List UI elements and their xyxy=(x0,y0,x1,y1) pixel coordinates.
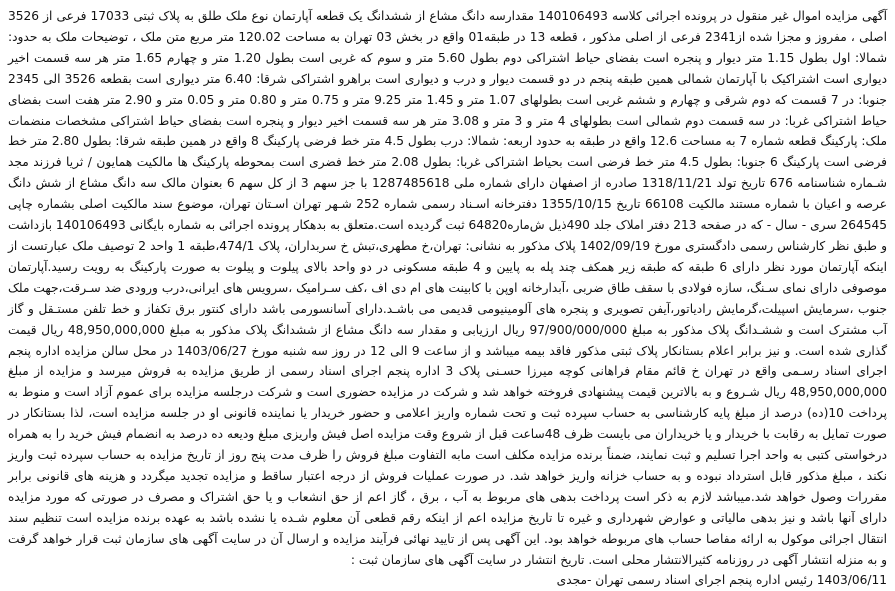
notice-closing-line: 1403/06/11 رئیس اداره پنجم اجرای اسناد رسمی تهران -مجدی xyxy=(556,573,887,588)
notice-body: آگهی مزایده اموال غیر منقول در پرونده اجرائی کلاسه 140106493 مقدارسه دانگ مشاع از ششدانگ یک قطعه آپارتمان نوع ملک طلق به پلاک ثبتی 17033 فرعی از 3526 اصلی ، مفروز و مجزا شده از2341 فرعی از اصلی مذکور ، قطعه 13 در طبقه01 واقع در بخش 03 تهران به مساحت 120.02 متر مربع متن ملک ، توضیحات ملک به حدود: شمالا: اول بطول 1.15 متر دیوار و پنجره است بفضای حیاط اشتراکی دوم بطول 5.60 متر و سوم که غربی است بطول 1.20 متر و چهارم 1.65 متر هر سه قسمت اخیر دیواری است اشتراکیک با آپارتمان شمالی همین طبقه پنجم در دو قسمت دیوار و درب و دیواری است براهرو اشتراکی شرقا: 6.40 متر دیواری است بقطعه 3526 الی 2345 جنوبا: در 7 قسمت که دوم شرقی و چهارم و ششم غربی است بطولهای 1.07 متر و 1.45 متر 9.25 متر و 0.75 متر و 0.80 متر و 0.05 متر و 2.90 متر هفت است بفضای حیاط اشتراکی غربا: در سه قسمت دوم شمالی است بطولهای 4 متر و 3 متر و 3.08 متر هر سه قسمت اخیر دیوار و پنجره است بفضای حیاط اشتراکی مشخصات منضمات ملک: پارکینگ قطعه شماره 7 به مساحت 12.6 واقع در طبقه به حدود اربعه: شمالا: درب بطول 4.5 متر خط فرضی پارکینگ 8 واقع در همین طبقه شرقا: بطول 2.80 متر خط فرضی است پارکینگ 6 جنوبا: بطول 4.5 متر خط فرضی است بحیاط اشتراکی غربا: بطول 2.08 متر خط فضری است بمحوطه پارکینگ ها مالکیت همایون / ثریا فرزند مجد شـماره شناسنامه 676 تاریخ تولد 1318/11/21 صادره از اصفهان دارای شماره ملی 1287485618 با جز سهم 3 از کل سهم 6 بعنوان مالک سه دانگ مشاع از شش دانگ عرصه و اعیان با شماره مستند مالکیت 66108 تاریخ 1355/10/15 دفترخانه اسـناد رسمی شماره 252 شـهر تهران اسـتان تهران، موضوع سند مالکیت اصلی بشماره چاپی 264545 سری - سال - که در صفحه 213 دفتر املاک جلد 490ذیل ش‌ماره64820 ثبت گردیده است.متعلق به بدهکار پرونده اجرائی به شماره بایگانی 140106493 بازداشت و طبق نظر کارشناس رسمی دادگستری مورخ 1402/09/19 پلاک مذکور به نشانی: تهران،خ مطهری،تبش خ سربداران، پلاک 474/1،طبقه 1 واحد 2 توصیف ملک عبارتست از اینکه آپارتمان مورد نظر دارای 6 طبقه که طبقه زیر همکف چند پله به پایین و 4 طبقه مسکونی در دو واحد بالای پیلوت و پیلوت به صورت پارکینگ به رویت رسید.آپارتمان موصوفی دارای نمای سـنگ، سازه فولادی با سقف طاق ضربی ،آبدارخانه اوپن با کابینت های ام دی اف ،کف سـرامیک ،سرویس های ایرانی،درب ورودی ضد سـرقت،جهت ملک جنوب ،سرمایش اسپیلت،گرمایش رادیاتور،آیفن تصویری و پنجره های آلومینیومی قدیمی می باشـد.دارای آسانسورمی باشد دارای کنتور برق تکفاز و خط تلفن مستـقل و گاز آب مشترک است و ششـدانگ پلاک مذکور به مبلغ 97/900/000/000 ریال ارزیابی و مقدار سه دانگ مشاع از ششدانگ پلاک مذکور به مبلغ 48,950,000,000 ریال قیمت گذاری شده است. و نیز برابر اعلام بستانکار پلاک ثبتی مذکور فاقد بیمه میباشد و از ساعت 9 الی 12 در روز سه شنبه مورخ 1403/06/27 در محل سالن مزایده اداره پنجم اجرای اسناد رسـمی واقع در تهران خ قائم مقام فراهانی کوچه میرزا حسـنی پلاک 3 اداره پنجم اجرای اسناد رسمی از طریق مزایده به فروش میرسد و مزایده از مبلغ 48,950,000,000 ریال شـروع و به بالاترین قیمت پیشنهادی فروخته خواهد شد و شرکت در مزایده حضوری است و شرکت درجلسه مزایده برای عموم آزاد است و منوط به پرداخت 10(ده) درصد از مبلغ پایه کارشناسی به حساب سپرده ثبت و تحت شماره واریز اعلامی و حضور خریدار یا نماینده قانونی او در جلسه مزایده است، لذا بستانکار در صورت تمایل به رقابت با خریدار و یا خریداران می بایست ظرف 48ساعت قبل از شروع وقت مزایده اصل فیش واریزی مبلغ ودیعه ده درصد به انضمام فیش خرید را به همراه درخواستی کتبی به واحد اجرا تسلیم و ثبت نمایند، ضمناً برنده مزایده مکلف است مابه التفاوت مبلغ فروش را ظرف مدت پنج روز از تاریخ مزایده به حساب سپرده ثبت واریز نکند ، مبلغ مذکور قابل استرداد نبوده و به حساب خزانه واریز خواهد شد. در صورت عملیات فروش از درجه اعتبار ساقط و مزایده تجدید میگردد و هزینه های قانونی برابر مقررات وصول خواهد شد.میباشد لازم به ذکر است پرداخت بدهی های مربوط به آب ، برق ، گاز اعم از حق انشعاب و یا حق اشتراک و مصرف در صورتی که مورد مزایده دارای آنها باشد و نیز بدهی مالیاتی و عوارض شهرداری و غیره تا تاریخ مزایده اعم از اینکه رقم قطعی آن معلوم شـده یا نشده باشد به عهده برنده مزایده است تنظیم سند انتقال اجرائی موکول به ارائه مفاصا حساب های مربوطه خواهد بود. این آگهی پس از تایید نهائی فرآیند مزایده و ارسال آن در سایت آگهی های سازمان ثبت قرار خواهد گرفت و به منزله انتشار آگهی در روزنامه کثیرالانتشار محلی است. تاریخ انتشار در سایت آگهی های سازمان ثبت : xyxy=(8,9,888,567)
